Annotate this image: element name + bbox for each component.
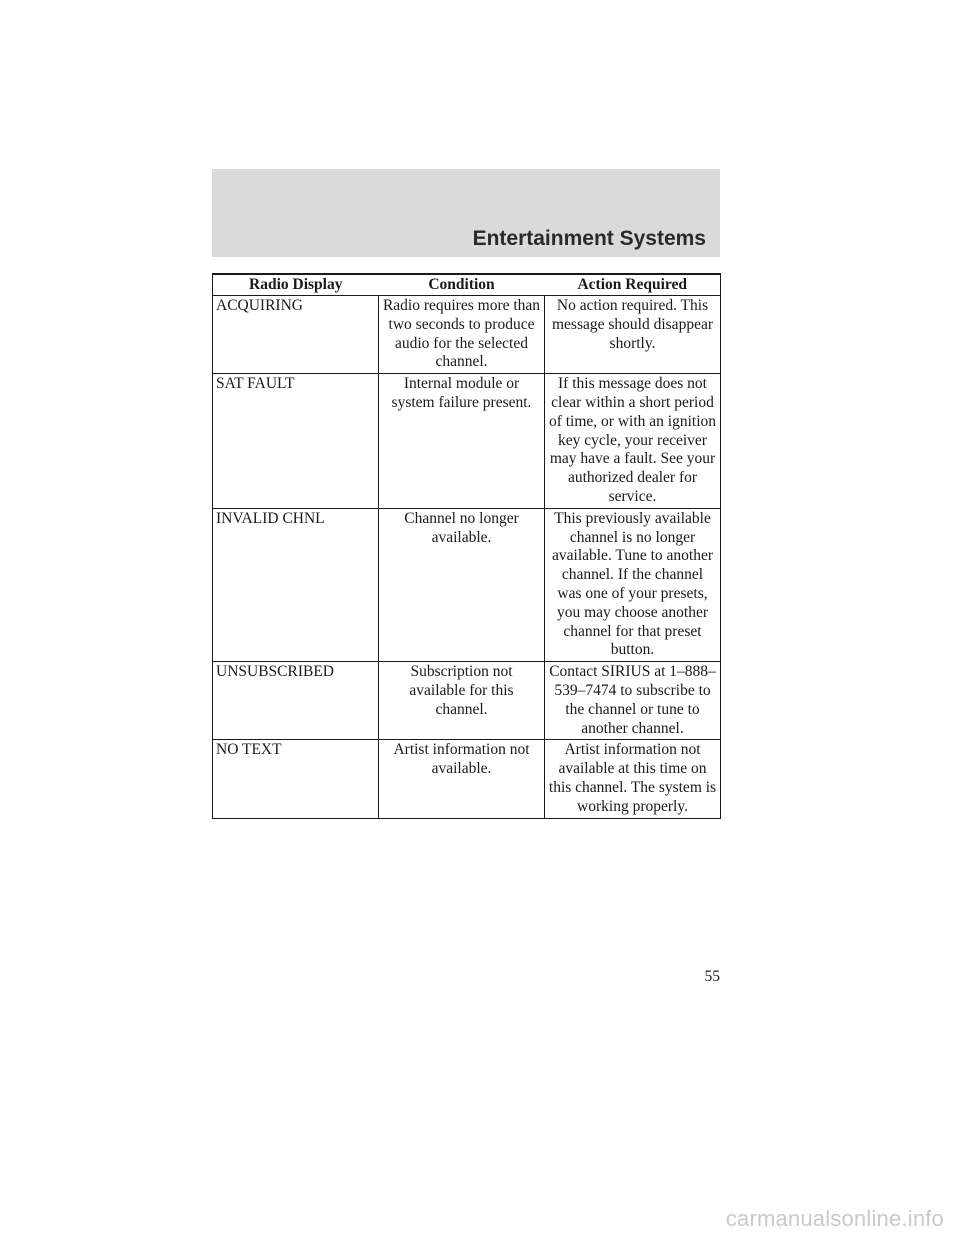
action-required-cell: Contact SIRIUS at 1–888–539–7474 to subscribe to the channel or tune to another channel.: [545, 662, 721, 740]
action-required-cell: If this message does not clear within a short period of time, or with an ignition key cycle, your receiver may have a fault. See your authorized dealer for service.: [545, 374, 721, 509]
action-required-cell: Artist information not available at this time on this channel. The system is working properly.: [545, 740, 721, 818]
radio-display-cell: NO TEXT: [213, 740, 379, 818]
condition-cell: Artist information not available.: [379, 740, 545, 818]
table-row: [213, 508, 721, 661]
radio-display-cell: INVALID CHNL: [213, 508, 379, 661]
condition-cell: Internal module or system failure present.: [379, 374, 545, 509]
radio-display-table: [212, 273, 721, 819]
radio-display-cell: ACQUIRING: [213, 296, 379, 374]
condition-cell: Subscription not available for this channel.: [379, 662, 545, 740]
column-header-condition: Condition: [379, 274, 545, 296]
section-header-band: [212, 169, 720, 257]
column-header-radio-display: Radio Display: [213, 274, 379, 296]
action-required-cell: No action required. This message should disappear shortly.: [545, 296, 721, 374]
table-row: [213, 740, 721, 818]
radio-display-cell: SAT FAULT: [213, 374, 379, 509]
table-row: [213, 662, 721, 740]
table-header-row: [213, 274, 721, 296]
radio-display-cell: UNSUBSCRIBED: [213, 662, 379, 740]
section-title: Entertainment Systems: [472, 227, 706, 250]
watermark-text: carmanualsonline.info: [725, 1206, 944, 1231]
column-header-action-required: Action Required: [545, 274, 721, 296]
table-row: [213, 296, 721, 374]
table-row: [213, 374, 721, 509]
condition-cell: Channel no longer available.: [379, 508, 545, 661]
page-number: 55: [704, 968, 720, 985]
condition-cell: Radio requires more than two seconds to produce audio for the selected channel.: [379, 296, 545, 374]
action-required-cell: This previously available channel is no longer available. Tune to another channel. If the channel was one of your presets, you may choose another channel for that preset button.: [545, 508, 721, 661]
